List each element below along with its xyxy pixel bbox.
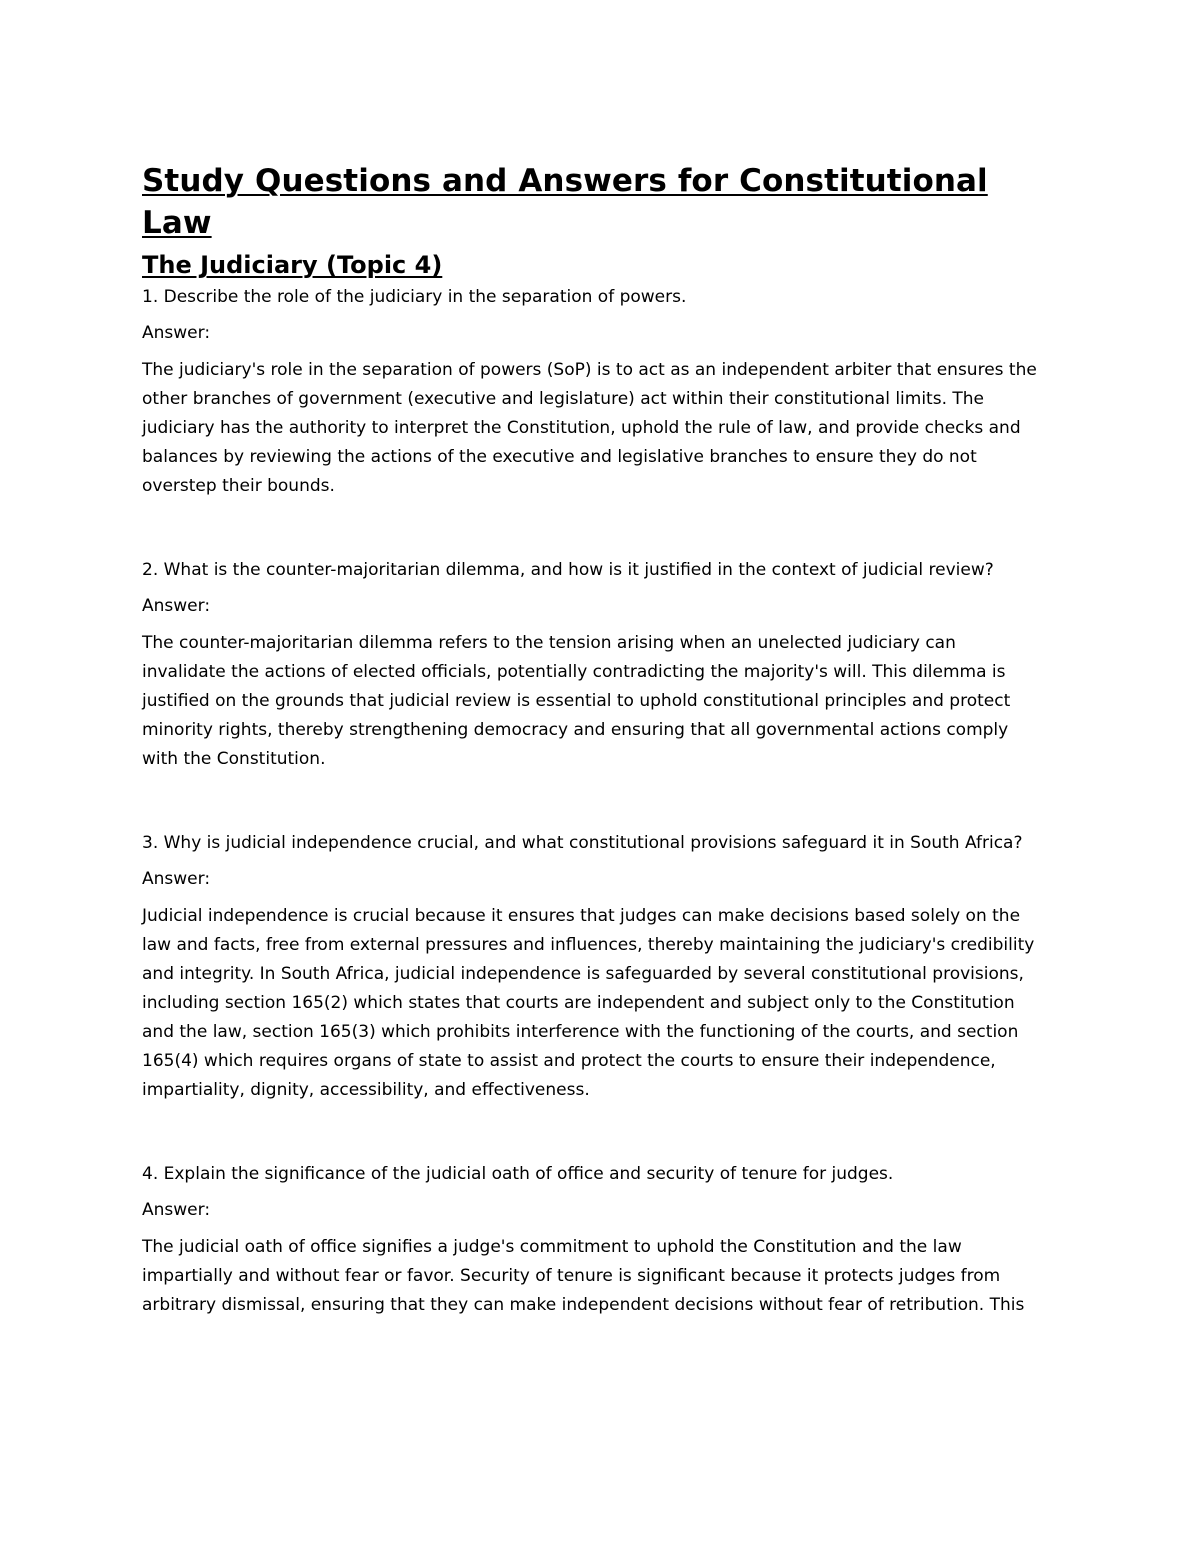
answer-text	[142, 356, 1062, 501]
answer-line: and the law, section 165(3) which prohibits interference with the functioning of the courts, and section	[142, 1022, 1019, 1042]
answer-line: other branches of government (executive and legislature) act within their constitutional limits. The	[142, 389, 984, 409]
document-title-line-1: Study Questions and Answers for Constitutional	[142, 163, 988, 199]
answer-line: justified on the grounds that judicial review is essential to uphold constitutional principles and protect	[142, 691, 1011, 711]
question-block	[142, 1163, 1062, 1320]
document-page	[142, 160, 1062, 1320]
answer-line: The judicial oath of office signifies a judge's commitment to uphold the Constitution and the law	[142, 1237, 962, 1257]
answer-line: The judiciary's role in the separation of powers (SoP) is to act as an independent arbiter that ensures the	[142, 360, 1037, 380]
answer-label: Answer:	[142, 596, 211, 616]
answer-line: The counter-majoritarian dilemma refers to the tension arising when an unelected judiciary can	[142, 633, 956, 653]
answer-line: invalidate the actions of elected officials, potentially contradicting the majority's will. This dilemma is	[142, 662, 1006, 682]
question-text: 4. Explain the significance of the judicial oath of office and security of tenure for judges.	[142, 1164, 894, 1184]
answer-line: including section 165(2) which states that courts are independent and subject only to the Constitution	[142, 993, 1015, 1013]
answer-label: Answer:	[142, 323, 211, 343]
question-text: 3. Why is judicial independence crucial, and what constitutional provisions safeguard it in South Africa?	[142, 833, 1023, 853]
question-text: 2. What is the counter-majoritarian dilemma, and how is it justified in the context of judicial review?	[142, 560, 994, 580]
answer-text	[142, 1233, 1062, 1320]
answer-label: Answer:	[142, 1200, 211, 1220]
answer-line: and integrity. In South Africa, judicial independence is safeguarded by several constitutional provisions,	[142, 964, 1024, 984]
answer-line: overstep their bounds.	[142, 476, 335, 496]
answer-line: minority rights, thereby strengthening democracy and ensuring that all governmental actions comply	[142, 720, 1009, 740]
answer-text	[142, 629, 1062, 774]
answer-line: arbitrary dismissal, ensuring that they can make independent decisions without fear of retribution. This	[142, 1295, 1025, 1315]
question-text: 1. Describe the role of the judiciary in the separation of powers.	[142, 287, 687, 307]
answer-line: balances by reviewing the actions of the executive and legislative branches to ensure they do not	[142, 447, 977, 467]
question-block	[142, 832, 1062, 1105]
answer-line: Judicial independence is crucial because it ensures that judges can make decisions based solely on the	[142, 906, 1021, 926]
answer-line: with the Constitution.	[142, 749, 326, 769]
document-title	[142, 160, 1062, 244]
answer-line: 165(4) which requires organs of state to assist and protect the courts to ensure their independence,	[142, 1051, 996, 1071]
answer-label: Answer:	[142, 869, 211, 889]
question-block	[142, 286, 1062, 501]
answer-line: impartiality, dignity, accessibility, and effectiveness.	[142, 1080, 590, 1100]
document-title-line-2: Law	[142, 205, 212, 241]
answer-line: law and facts, free from external pressures and influences, thereby maintaining the judiciary's credibility	[142, 935, 1035, 955]
answer-line: impartially and without fear or favor. Security of tenure is significant because it protects judges from	[142, 1266, 1001, 1286]
answer-text	[142, 902, 1062, 1105]
section-heading: The Judiciary (Topic 4)	[142, 251, 443, 279]
answer-line: judiciary has the authority to interpret the Constitution, uphold the rule of law, and provide checks and	[142, 418, 1021, 438]
question-block	[142, 559, 1062, 774]
